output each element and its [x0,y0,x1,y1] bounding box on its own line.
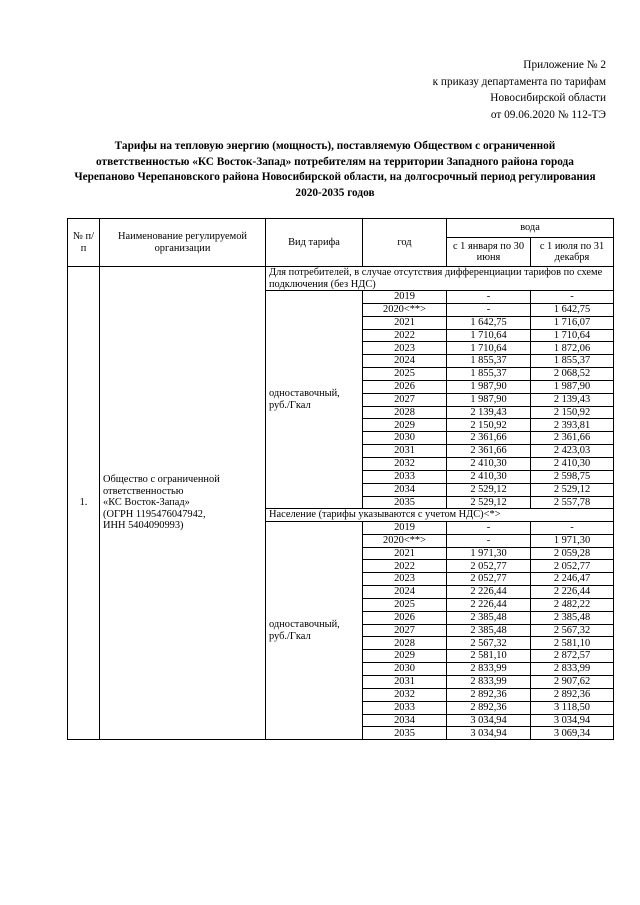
tariff-table [67,218,614,740]
tariff-value-period-2: 2 226,44 [531,586,614,599]
tariff-value-period-1: 2 052,77 [447,573,531,586]
year-cell: 2021 [363,316,447,329]
tariff-value-period-2: 2 150,92 [531,406,614,419]
tariff-value-period-2: 2 059,28 [531,547,614,560]
tariff-value-period-1: 2 410,30 [447,457,531,470]
year-cell: 2032 [363,688,447,701]
tariff-value-period-1: 2 529,12 [447,483,531,496]
tariff-value-period-2: 2 581,10 [531,637,614,650]
tariff-value-period-2: 2 482,22 [531,598,614,611]
year-cell: 2030 [363,432,447,445]
header-water: вода [447,219,614,238]
tariff-type [266,291,363,509]
organization-line: (ОГРН 1195476047942, [103,508,206,520]
header-org: Наименование регулируемой организации [100,219,266,267]
year-cell: 2027 [363,393,447,406]
tariff-value-period-1: 2 052,77 [447,560,531,573]
tariff-value-period-2: - [531,291,614,304]
tariff-value-period-2: 2 139,43 [531,393,614,406]
table-header-row [68,219,614,238]
section-row [68,267,614,291]
year-cell: 2035 [363,496,447,509]
tariff-value-period-1: 2 150,92 [447,419,531,432]
tariff-value-period-2: 2 872,57 [531,650,614,663]
tariff-type-line: руб./Гкал [269,399,311,411]
year-cell: 2025 [363,368,447,381]
year-cell: 2026 [363,611,447,624]
header-period-1: с 1 января по 30 июня [447,238,531,267]
tariff-value-period-2: 2 052,77 [531,560,614,573]
year-cell: 2030 [363,663,447,676]
tariff-value-period-2: 1 642,75 [531,303,614,316]
organization-line: ответственностью [103,485,184,497]
tariff-value-period-2: 2 557,78 [531,496,614,509]
header-num: № п/п [68,219,100,267]
header-period-2: с 1 июля по 31 декабря [531,238,614,267]
tariff-value-period-1: 1 642,75 [447,316,531,329]
year-cell: 2019 [363,291,447,304]
appendix-line: от 09.06.2020 № 112-ТЭ [490,108,606,121]
tariff-value-period-2: 2 892,36 [531,688,614,701]
tariff-value-period-1: 2 410,30 [447,470,531,483]
tariff-value-period-1: - [447,534,531,547]
organization-line: ИНН 5404090993) [103,520,184,532]
tariff-value-period-1: 2 139,43 [447,406,531,419]
tariff-value-period-1: 2 385,48 [447,611,531,624]
appendix-line: к приказу департамента по тарифам [432,75,606,88]
year-cell: 2029 [363,650,447,663]
tariff-value-period-2: 1 971,30 [531,534,614,547]
tariff-value-period-1: 2 529,12 [447,496,531,509]
tariff-value-period-1: 1 987,90 [447,380,531,393]
tariff-type-line: одноставочный, [269,619,340,631]
tariff-type [266,521,363,739]
appendix-line: Новосибирской области [490,92,606,105]
tariff-value-period-2: 2 833,99 [531,663,614,676]
tariff-value-period-2: 1 872,06 [531,342,614,355]
tariff-value-period-1: 1 855,37 [447,368,531,381]
tariff-value-period-1: - [447,291,531,304]
year-cell: 2034 [363,714,447,727]
tariff-value-period-1: 1 987,90 [447,393,531,406]
tariff-value-period-2: 2 567,32 [531,624,614,637]
tariff-value-period-2: 1 710,64 [531,329,614,342]
year-cell: 2022 [363,329,447,342]
tariff-value-period-1: 2 892,36 [447,688,531,701]
organization-name [100,267,266,740]
tariff-value-period-2: 2 068,52 [531,368,614,381]
year-cell: 2020<**> [363,303,447,316]
tariff-table-body [68,219,614,740]
year-cell: 2028 [363,406,447,419]
tariff-value-period-1: 2 361,66 [447,445,531,458]
section-label: Для потребителей, в случае отсутствия дифференциации тарифов по схеме подключения (без НДС) [266,267,614,291]
tariff-type-line: одноставочный, [269,388,340,400]
tariff-value-period-2: 2 361,66 [531,432,614,445]
tariff-value-period-1: 2 226,44 [447,598,531,611]
tariff-value-period-2: 2 410,30 [531,457,614,470]
year-cell: 2031 [363,675,447,688]
document-title: Тарифы на тепловую энергию (мощность), поставляемую Обществом с ограниченной ответственностью «КС Восток-Запад» потребителям на территории Западного района города Черепаново Черепановского района Новосибирской области, на долгосрочный период регулирования 2020-2035 годов [74,140,596,199]
appendix-header [433,57,606,123]
year-cell: 2029 [363,419,447,432]
tariff-value-period-2: 1 855,37 [531,355,614,368]
header-year: год [363,219,447,267]
year-cell: 2026 [363,380,447,393]
row-number: 1. [68,267,100,740]
header-tariff-type: Вид тарифа [266,219,363,267]
year-cell: 2023 [363,573,447,586]
year-cell: 2031 [363,445,447,458]
tariff-value-period-2: 3 034,94 [531,714,614,727]
tariff-value-period-2: 3 118,50 [531,701,614,714]
tariff-value-period-1: 1 855,37 [447,355,531,368]
tariff-value-period-2: 2 598,75 [531,470,614,483]
tariff-value-period-1: 1 710,64 [447,342,531,355]
tariff-value-period-1: 2 833,99 [447,663,531,676]
tariff-value-period-2: 3 069,34 [531,727,614,740]
year-cell: 2034 [363,483,447,496]
tariff-value-period-2: 1 716,07 [531,316,614,329]
year-cell: 2028 [363,637,447,650]
year-cell: 2022 [363,560,447,573]
tariff-value-period-1: - [447,303,531,316]
year-cell: 2027 [363,624,447,637]
tariff-value-period-1: 2 581,10 [447,650,531,663]
year-cell: 2025 [363,598,447,611]
tariff-value-period-2: 2 385,48 [531,611,614,624]
organization-line: Общество с ограниченной [103,474,220,486]
tariff-value-period-2: - [531,521,614,534]
year-cell: 2024 [363,355,447,368]
tariff-value-period-2: 2 907,62 [531,675,614,688]
year-cell: 2023 [363,342,447,355]
tariff-value-period-1: 2 361,66 [447,432,531,445]
tariff-value-period-1: 2 226,44 [447,586,531,599]
tariff-value-period-2: 2 246,47 [531,573,614,586]
year-cell: 2019 [363,521,447,534]
tariff-value-period-2: 2 393,81 [531,419,614,432]
tariff-value-period-1: - [447,521,531,534]
tariff-value-period-1: 3 034,94 [447,714,531,727]
tariff-value-period-1: 1 971,30 [447,547,531,560]
tariff-value-period-2: 2 423,03 [531,445,614,458]
tariff-value-period-1: 2 385,48 [447,624,531,637]
year-cell: 2021 [363,547,447,560]
tariff-value-period-1: 1 710,64 [447,329,531,342]
tariff-value-period-2: 1 987,90 [531,380,614,393]
section-label: Население (тарифы указываются с учетом НДС)<*> [266,509,614,522]
tariff-value-period-1: 2 567,32 [447,637,531,650]
tariff-value-period-1: 2 833,99 [447,675,531,688]
appendix-line: Приложение № 2 [523,59,606,71]
tariff-value-period-1: 2 892,36 [447,701,531,714]
year-cell: 2033 [363,701,447,714]
year-cell: 2020<**> [363,534,447,547]
tariff-value-period-1: 3 034,94 [447,727,531,740]
tariff-value-period-2: 2 529,12 [531,483,614,496]
year-cell: 2033 [363,470,447,483]
year-cell: 2035 [363,727,447,740]
tariff-type-line: руб./Гкал [269,630,311,642]
organization-line: «КС Восток-Запад» [103,497,190,509]
year-cell: 2024 [363,586,447,599]
year-cell: 2032 [363,457,447,470]
